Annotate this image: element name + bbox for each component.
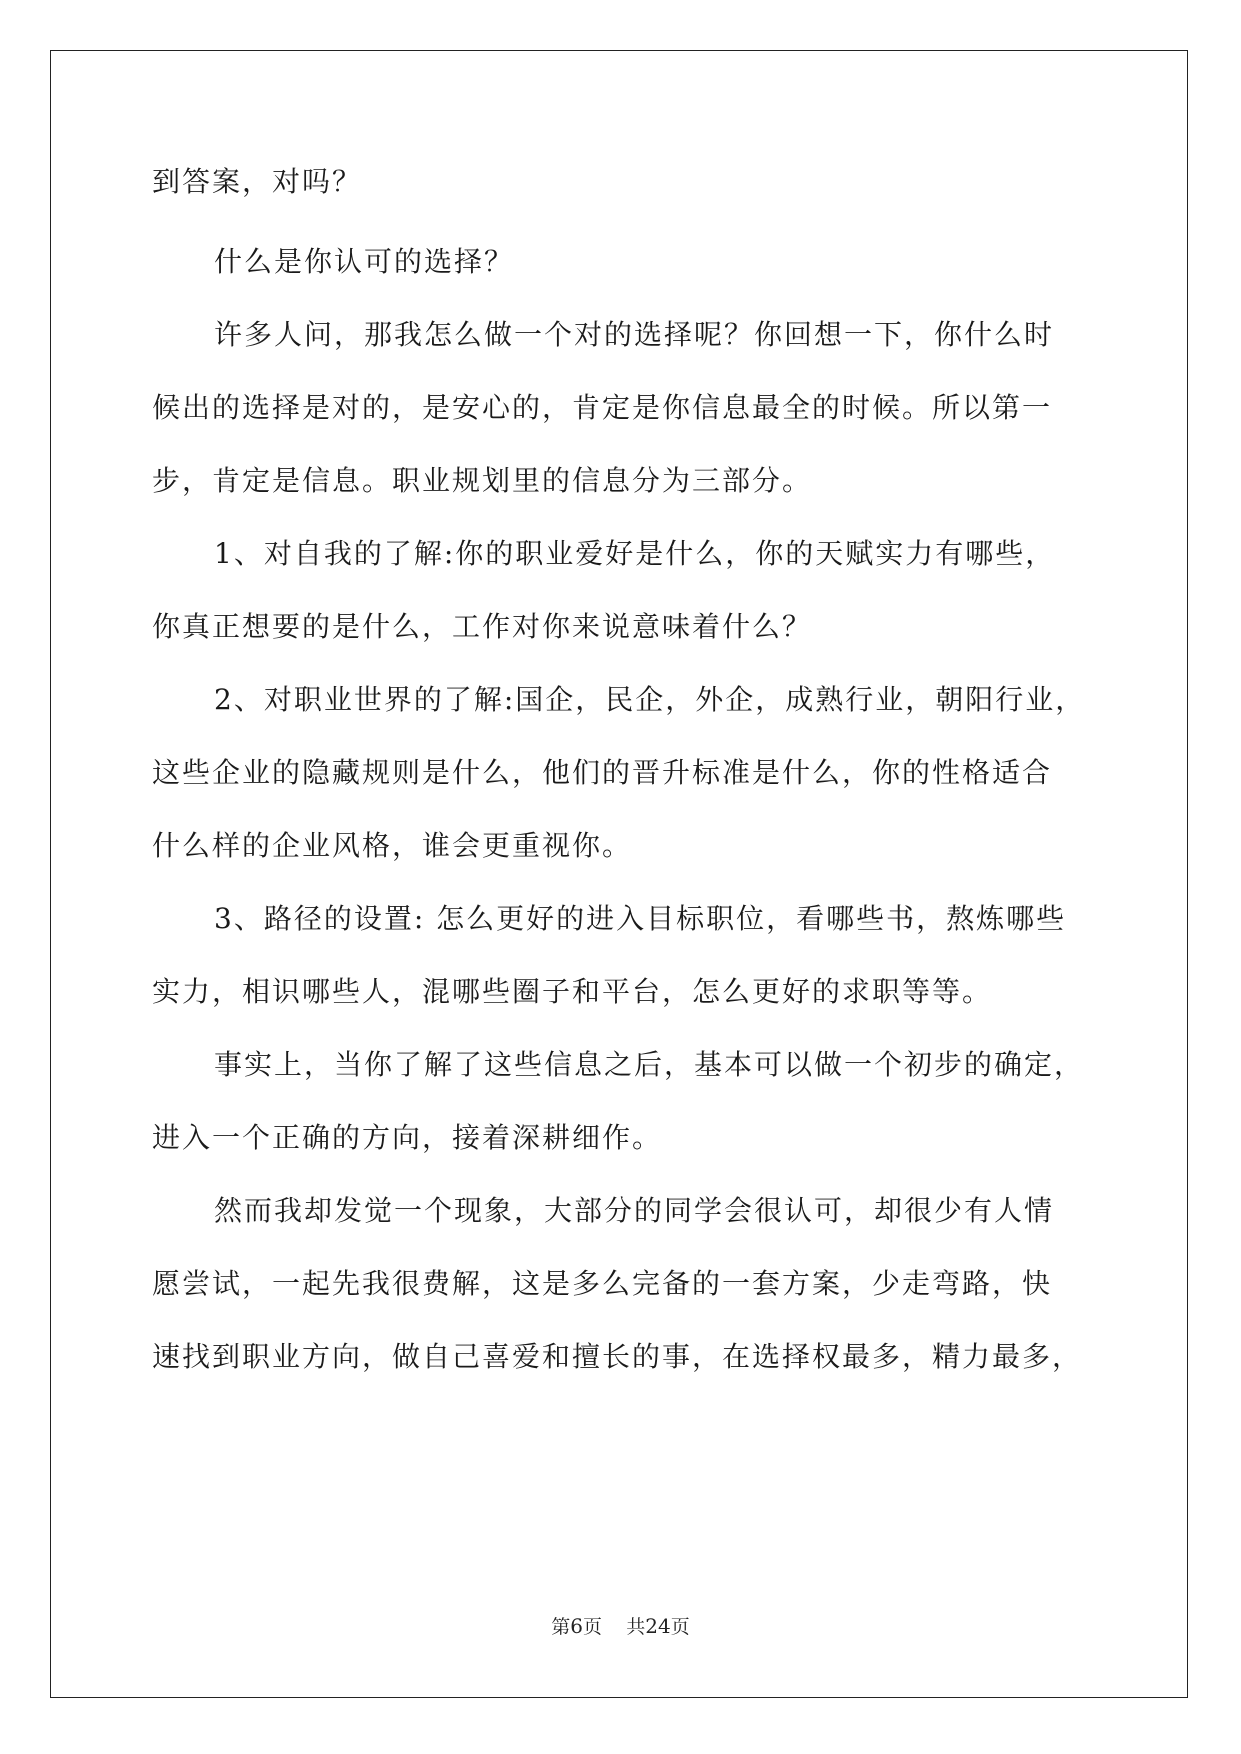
text-line: 什么是你认可的选择？	[214, 245, 515, 278]
text-line: 许多人问，那我怎么做一个对的选择呢？你回想一下，你什么时	[214, 318, 1055, 351]
page-footer	[0, 1614, 1241, 1639]
total-pages-number: 24	[645, 1614, 671, 1638]
page-border	[50, 50, 1188, 1698]
text-line: 步，肯定是信息。职业规划里的信息分为三部分。	[152, 464, 813, 497]
text-line: 2、对职业世界的了解:国企，民企，外企，成熟行业，朝阳行业，	[214, 683, 1086, 716]
footer-total-prefix: 共	[626, 1616, 646, 1638]
current-page-number: 6	[570, 1614, 584, 1638]
text-line: 愿尝试，一起先我很费解，这是多么完备的一套方案，少走弯路，快	[152, 1267, 1053, 1300]
footer-total-suffix: 页	[670, 1616, 690, 1638]
text-line: 进入一个正确的方向，接着深耕细作。	[152, 1121, 663, 1154]
text-line: 1、对自我的了解:你的职业爱好是什么，你的天赋实力有哪些，	[214, 537, 1056, 570]
text-line: 你真正想要的是什么，工作对你来说意味着什么？	[152, 610, 813, 643]
text-line: 速找到职业方向，做自己喜爱和擅长的事，在选择权最多，精力最多，	[152, 1340, 1083, 1373]
text-line: 什么样的企业风格，谁会更重视你。	[152, 829, 633, 862]
footer-prefix: 第	[551, 1616, 571, 1638]
text-line: 3、路径的设置: 怎么更好的进入目标职位，看哪些书，熬炼哪些	[214, 902, 1067, 935]
text-line: 然而我却发觉一个现象，大部分的同学会很认可，却很少有人情	[214, 1194, 1055, 1227]
text-line: 实力，相识哪些人，混哪些圈子和平台，怎么更好的求职等等。	[152, 975, 993, 1008]
text-line: 这些企业的隐藏规则是什么，他们的晋升标准是什么，你的性格适合	[152, 756, 1053, 789]
footer-page-word: 页	[583, 1616, 603, 1638]
text-line: 到答案，对吗？	[152, 165, 363, 198]
text-line: 事实上，当你了解了这些信息之后，基本可以做一个初步的确定，	[214, 1048, 1085, 1081]
text-line: 候出的选择是对的，是安心的，肯定是你信息最全的时候。所以第一	[152, 391, 1053, 424]
